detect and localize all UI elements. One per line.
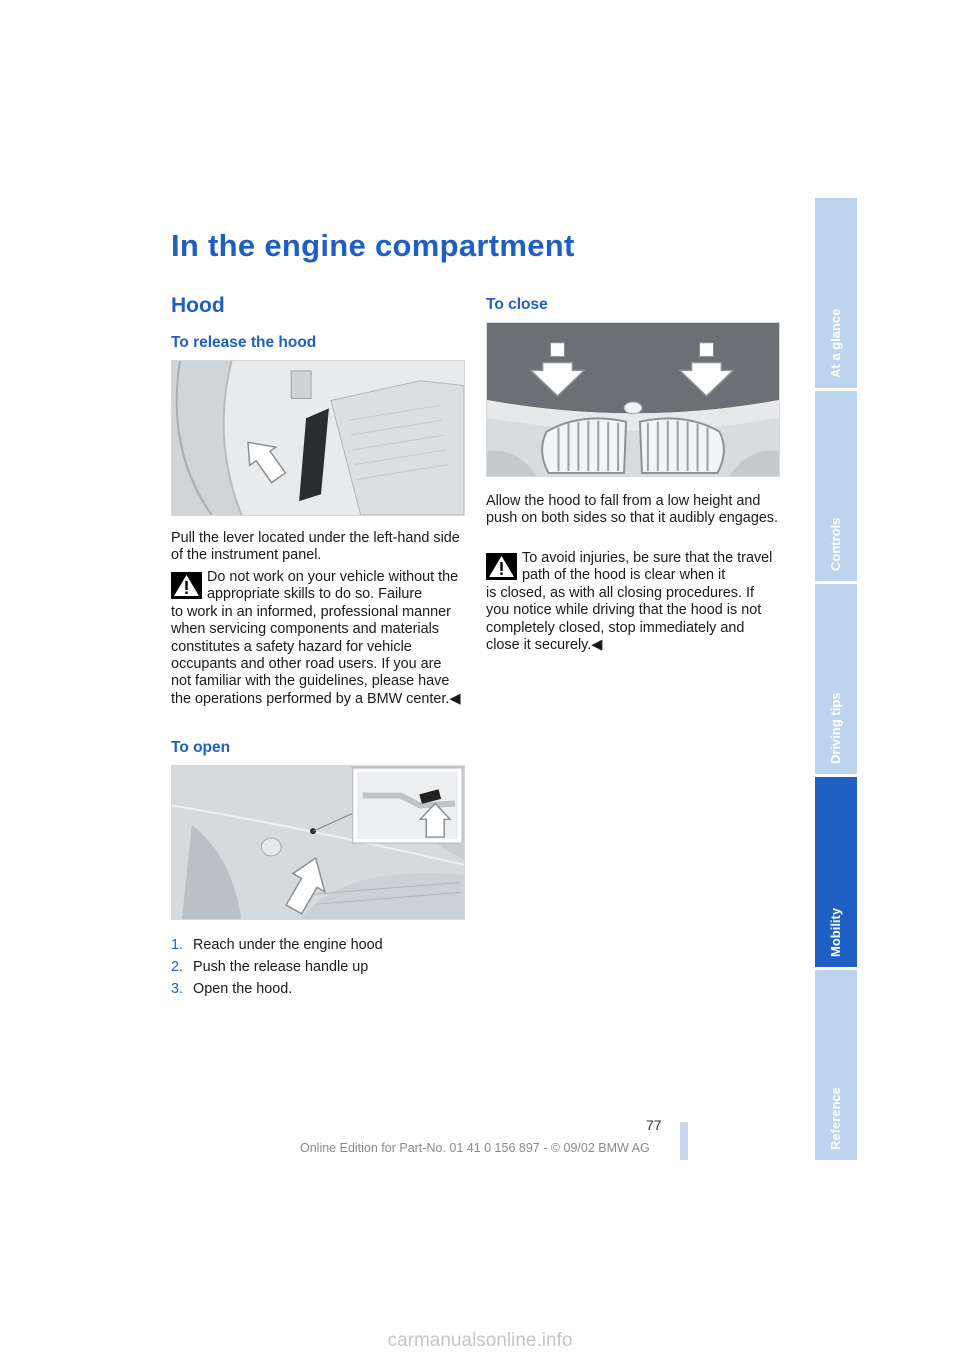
close-warning xyxy=(486,550,778,654)
close-hood-illustration xyxy=(487,323,779,476)
release-lever-illustration xyxy=(172,361,464,515)
open-hood-figure xyxy=(171,765,465,920)
release-warning-text-first: Do not work on your vehicle without the appropriate skills to do so. Failure xyxy=(207,569,459,603)
tab-label: Mobility xyxy=(828,907,843,957)
chapter-tab-bar xyxy=(815,198,857,1160)
warning-triangle-icon xyxy=(171,572,202,599)
footer-edition-text: Online Edition for Part-No. 01 41 0 156 897 - © 09/02 BMW AG xyxy=(300,1141,650,1155)
tab-label: Reference xyxy=(828,1087,843,1150)
tab-controls[interactable] xyxy=(815,391,857,584)
release-instructions: Pull the lever located under the left-hand side of the instrument panel. xyxy=(171,530,460,564)
list-item: 1. Reach under the engine hood xyxy=(171,937,383,953)
close-warning-text-first: To avoid injuries, be sure that the travel path of the hood is clear when it xyxy=(522,550,773,584)
close-hood-figure xyxy=(486,322,780,477)
release-warning-text-rest: to work in an informed, professional manner when servicing components and materials constitutes a safety hazard for vehicle occupants and other road users. If you are not familiar with the guidelines, please have the operations performed by a BMW center.◀ xyxy=(171,603,461,707)
tab-driving-tips[interactable] xyxy=(815,584,857,777)
list-item: 2. Push the release handle up xyxy=(171,959,369,975)
subheading-release-hood: To release the hood xyxy=(171,334,317,351)
list-item: 3. Open the hood. xyxy=(171,981,293,997)
tab-reference[interactable] xyxy=(815,970,857,1160)
close-instructions: Allow the hood to fall from a low height and push on both sides so that it audibly engages. xyxy=(486,493,779,527)
subheading-to-close: To close xyxy=(486,296,548,313)
release-warning xyxy=(171,569,463,708)
subheading-to-open: To open xyxy=(171,739,231,756)
tab-at-a-glance[interactable] xyxy=(815,198,857,391)
close-warning-text-rest: is closed, as with all closing procedures. If you notice while driving that the hood is not completely closed, stop immediately and close it securely.◀ xyxy=(486,584,762,654)
page-number-rule xyxy=(680,1122,688,1160)
page-number: 77 xyxy=(646,1117,662,1133)
watermark: carmanualsonline.info xyxy=(387,1330,573,1351)
section-heading-hood: Hood xyxy=(171,294,225,317)
tab-label: Controls xyxy=(828,517,843,571)
open-hood-illustration xyxy=(172,766,464,919)
tab-mobility[interactable] xyxy=(815,777,857,970)
page-title: In the engine compartment xyxy=(171,228,575,263)
warning-triangle-icon xyxy=(486,553,517,580)
open-steps-list xyxy=(171,934,463,1000)
tab-label: At a glance xyxy=(828,308,843,378)
release-lever-figure xyxy=(171,360,465,516)
tab-label: Driving tips xyxy=(828,692,843,764)
